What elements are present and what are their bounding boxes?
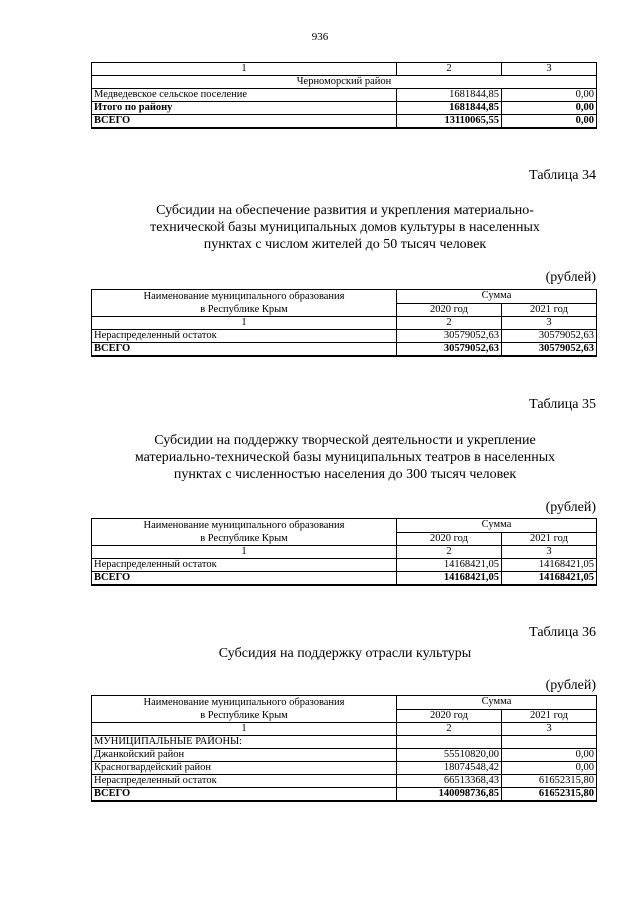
row-name: Красногвардейский район: [92, 762, 397, 775]
row-value-2021: 0,00: [502, 89, 597, 102]
section-label: Черноморский район: [92, 76, 597, 89]
row-name: Нераспределенный остаток: [92, 330, 397, 343]
table-35-label: Таблица 35: [529, 397, 596, 412]
table-row-total: [92, 115, 597, 129]
year-2021-header: 2021 год: [502, 532, 597, 546]
column-number-row: [92, 317, 597, 330]
year-2021-header: 2021 год: [502, 303, 597, 317]
row-name: ВСЕГО: [92, 115, 397, 129]
sum-header: Сумма: [397, 519, 597, 533]
row-name: Нераспределенный остаток: [92, 559, 397, 572]
table-row: [92, 89, 597, 102]
title-line: технической базы муниципальных домов культуры в населенных: [150, 220, 540, 235]
table-row: [92, 749, 597, 762]
row-value-2020: 30579052,63: [397, 343, 502, 357]
continuation-table: [91, 62, 597, 129]
col-number-2: 2: [397, 723, 502, 736]
title-line: материально-технической базы муниципальных театров в населенных: [134, 450, 556, 465]
col-number-1: 1: [92, 546, 397, 559]
table-35-unit: (рублей): [545, 500, 596, 515]
row-value-2021: 0,00: [502, 102, 597, 115]
table-header-row: [92, 63, 597, 76]
table-35-title: [80, 432, 610, 483]
table-row-total: [92, 343, 597, 357]
row-value-2021: 61652315,80: [502, 788, 597, 802]
row-name: Джанкойский район: [92, 749, 397, 762]
table-row: [92, 330, 597, 343]
empty-cell: [397, 736, 502, 749]
name-column-header: [92, 290, 397, 317]
name-header-line2: в Республике Крым: [200, 533, 288, 544]
title-line: Субсидия на поддержку отрасли культуры: [218, 646, 472, 661]
row-value-2021: 0,00: [502, 115, 597, 129]
col-header-3: 3: [502, 63, 597, 76]
year-2020-header: 2020 год: [397, 709, 502, 723]
col-number-3: 3: [502, 546, 597, 559]
col-number-2: 2: [397, 317, 502, 330]
row-name: Медведевское сельское поселение: [92, 89, 397, 102]
row-value-2020: 1681844,85: [397, 102, 502, 115]
table-header-row: [92, 290, 597, 304]
col-number-3: 3: [502, 317, 597, 330]
row-value-2020: 140098736,85: [397, 788, 502, 802]
col-header-1: 1: [92, 63, 397, 76]
table-row: [92, 775, 597, 788]
table-35: [91, 518, 597, 586]
title-line: Субсидии на обеспечение развития и укрепления материально-: [156, 203, 534, 218]
name-header-line1: Наименование муниципального образования: [143, 520, 345, 531]
col-header-2: 2: [397, 63, 502, 76]
year-2021-header: 2021 год: [502, 709, 597, 723]
table-34-label: Таблица 34: [529, 168, 596, 183]
title-line: пунктах с численностью населения до 300 тысяч человек: [173, 467, 517, 482]
table-34-unit: (рублей): [545, 270, 596, 285]
row-value-2020: 13110065,55: [397, 115, 502, 129]
table-36-title: [80, 645, 610, 662]
section-label: МУНИЦИПАЛЬНЫЕ РАЙОНЫ:: [92, 736, 397, 749]
row-value-2020: 14168421,05: [397, 572, 502, 586]
table-row: [92, 762, 597, 775]
row-value-2021: 0,00: [502, 749, 597, 762]
name-header-line2: в Республике Крым: [200, 304, 288, 315]
name-header-line1: Наименование муниципального образования: [143, 291, 345, 302]
sum-header: Сумма: [397, 696, 597, 710]
row-value-2020: 1681844,85: [397, 89, 502, 102]
row-value-2021: 61652315,80: [502, 775, 597, 788]
table-36: [91, 695, 597, 802]
row-value-2021: 14168421,05: [502, 572, 597, 586]
row-value-2020: 55510820,00: [397, 749, 502, 762]
name-header-line1: Наименование муниципального образования: [143, 697, 345, 708]
row-value-2020: 66513368,43: [397, 775, 502, 788]
title-line: пунктах с числом жителей до 50 тысяч человек: [203, 237, 487, 252]
empty-cell: [502, 736, 597, 749]
page-number: 936: [311, 31, 329, 43]
table-header-row: [92, 696, 597, 710]
row-value-2021: 30579052,63: [502, 343, 597, 357]
row-name: Итого по району: [92, 102, 397, 115]
table-row-total: [92, 788, 597, 802]
row-value-2020: 18074548,42: [397, 762, 502, 775]
sum-header: Сумма: [397, 290, 597, 304]
table-header-row: [92, 519, 597, 533]
section-row: [92, 76, 597, 89]
title-line: Субсидии на поддержку творческой деятельности и укрепление: [154, 433, 536, 448]
row-name: Нераспределенный остаток: [92, 775, 397, 788]
year-2020-header: 2020 год: [397, 532, 502, 546]
table-34-title: [80, 202, 610, 253]
row-name: ВСЕГО: [92, 343, 397, 357]
row-value-2021: 0,00: [502, 762, 597, 775]
row-value-2021: 30579052,63: [502, 330, 597, 343]
name-column-header: [92, 696, 397, 723]
row-value-2020: 14168421,05: [397, 559, 502, 572]
col-number-1: 1: [92, 317, 397, 330]
table-36-label: Таблица 36: [529, 625, 596, 640]
year-2020-header: 2020 год: [397, 303, 502, 317]
row-name: ВСЕГО: [92, 788, 397, 802]
table-36-unit: (рублей): [545, 678, 596, 693]
row-name: ВСЕГО: [92, 572, 397, 586]
row-value-2021: 14168421,05: [502, 559, 597, 572]
table-row-total: [92, 572, 597, 586]
section-row: [92, 736, 597, 749]
col-number-2: 2: [397, 546, 502, 559]
table-34: [91, 289, 597, 357]
col-number-3: 3: [502, 723, 597, 736]
col-number-1: 1: [92, 723, 397, 736]
table-row-subtotal: [92, 102, 597, 115]
row-value-2020: 30579052,63: [397, 330, 502, 343]
name-header-line2: в Республике Крым: [200, 710, 288, 721]
column-number-row: [92, 546, 597, 559]
table-row: [92, 559, 597, 572]
name-column-header: [92, 519, 397, 546]
column-number-row: [92, 723, 597, 736]
